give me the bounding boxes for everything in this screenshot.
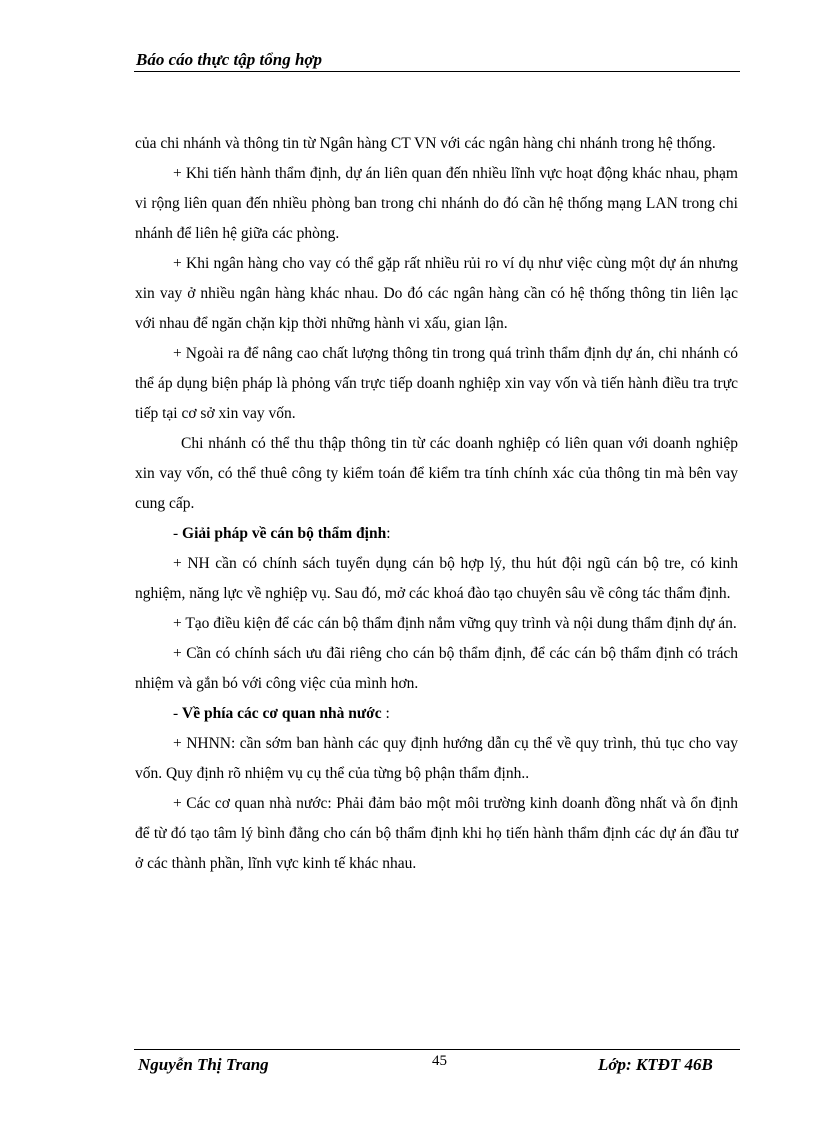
section-heading-staff [135,519,738,549]
section-suffix: : [381,705,390,722]
header-title: Báo cáo thực tập tổng hợp [136,50,323,69]
footer-class: Lớp: KTĐT 46B [598,1055,713,1074]
paragraph: + Khi tiến hành thẩm định, dự án liên quan đến nhiều lĩnh vực hoạt động khác nhau, phạm vi rộng liên quan đến nhiều phòng ban trong chi nhánh do đó cần hệ thống mạng LAN trong chi nhánh để liên hệ giữa các phòng. [135,165,738,242]
paragraph: + Khi ngân hàng cho vay có thể gặp rất nhiều rủi ro ví dụ như việc cùng một dự án nhưng xin vay ở nhiều ngân hàng khác nhau. Do đó các ngân hàng cần có hệ thống thông tin liên lạc với nhau để ngăn chặn kịp thời những hành vi xấu, gian lận. [135,255,738,332]
paragraph: + NH cần có chính sách tuyển dụng cán bộ hợp lý, thu hút đội ngũ cán bộ tre, có kinh nghiệm, năng lực về nghiệp vụ. Sau đó, mở các khoá đào tạo chuyên sâu về công tác thẩm định. [135,555,738,602]
footer-author: Nguyễn Thị Trang [138,1055,269,1074]
paragraph: của chi nhánh và thông tin từ Ngân hàng CT VN với các ngân hàng chi nhánh trong hệ thống. [135,135,716,152]
section-prefix: - [173,525,183,542]
section-prefix: - [173,705,183,722]
paragraph: Chi nhánh có thể thu thập thông tin từ các doanh nghiệp có liên quan với doanh nghiệp xin vay vốn, có thể thuê công ty kiểm toán để kiểm tra tính chính xác của thông tin mà bên vay cung cấp. [135,435,738,512]
page-number: 45 [432,1053,447,1069]
paragraph: + Tạo điều kiện để các cán bộ thẩm định nắm vững quy trình và nội dung thẩm định dự án. [173,615,737,632]
section-title: Giải pháp về cán bộ thẩm định [182,525,387,542]
footer-divider [134,1049,740,1050]
header-divider [134,71,740,72]
paragraph: + NHNN: cần sớm ban hành các quy định hướng dẫn cụ thể về quy trình, thủ tục cho vay vốn. Quy định rõ nhiệm vụ cụ thể của từng bộ phận thẩm định.. [135,735,738,782]
paragraph: + Cần có chính sách ưu đãi riêng cho cán bộ thẩm định, để các cán bộ thẩm định có trách nhiệm và gắn bó với công việc của mình hơn. [135,645,738,692]
paragraph: + Các cơ quan nhà nước: Phải đảm bảo một môi trường kinh doanh đồng nhất và ổn định để từ đó tạo tâm lý bình đẳng cho cán bộ thẩm định khi họ tiến hành thẩm định các dự án đầu tư ở các thành phần, lĩnh vực kinh tế khác nhau. [135,795,738,872]
section-heading-state [135,699,738,729]
section-title: Về phía các cơ quan nhà nước [182,705,382,722]
section-suffix: : [386,525,391,542]
paragraph: + Ngoài ra để nâng cao chất lượng thông tin trong quá trình thẩm định dự án, chi nhánh có thể áp dụng biện pháp là phỏng vấn trực tiếp doanh nghiệp xin vay vốn và tiến hành điều tra trực tiếp tại cơ sở xin vay vốn. [135,345,738,422]
document-body [135,129,738,879]
